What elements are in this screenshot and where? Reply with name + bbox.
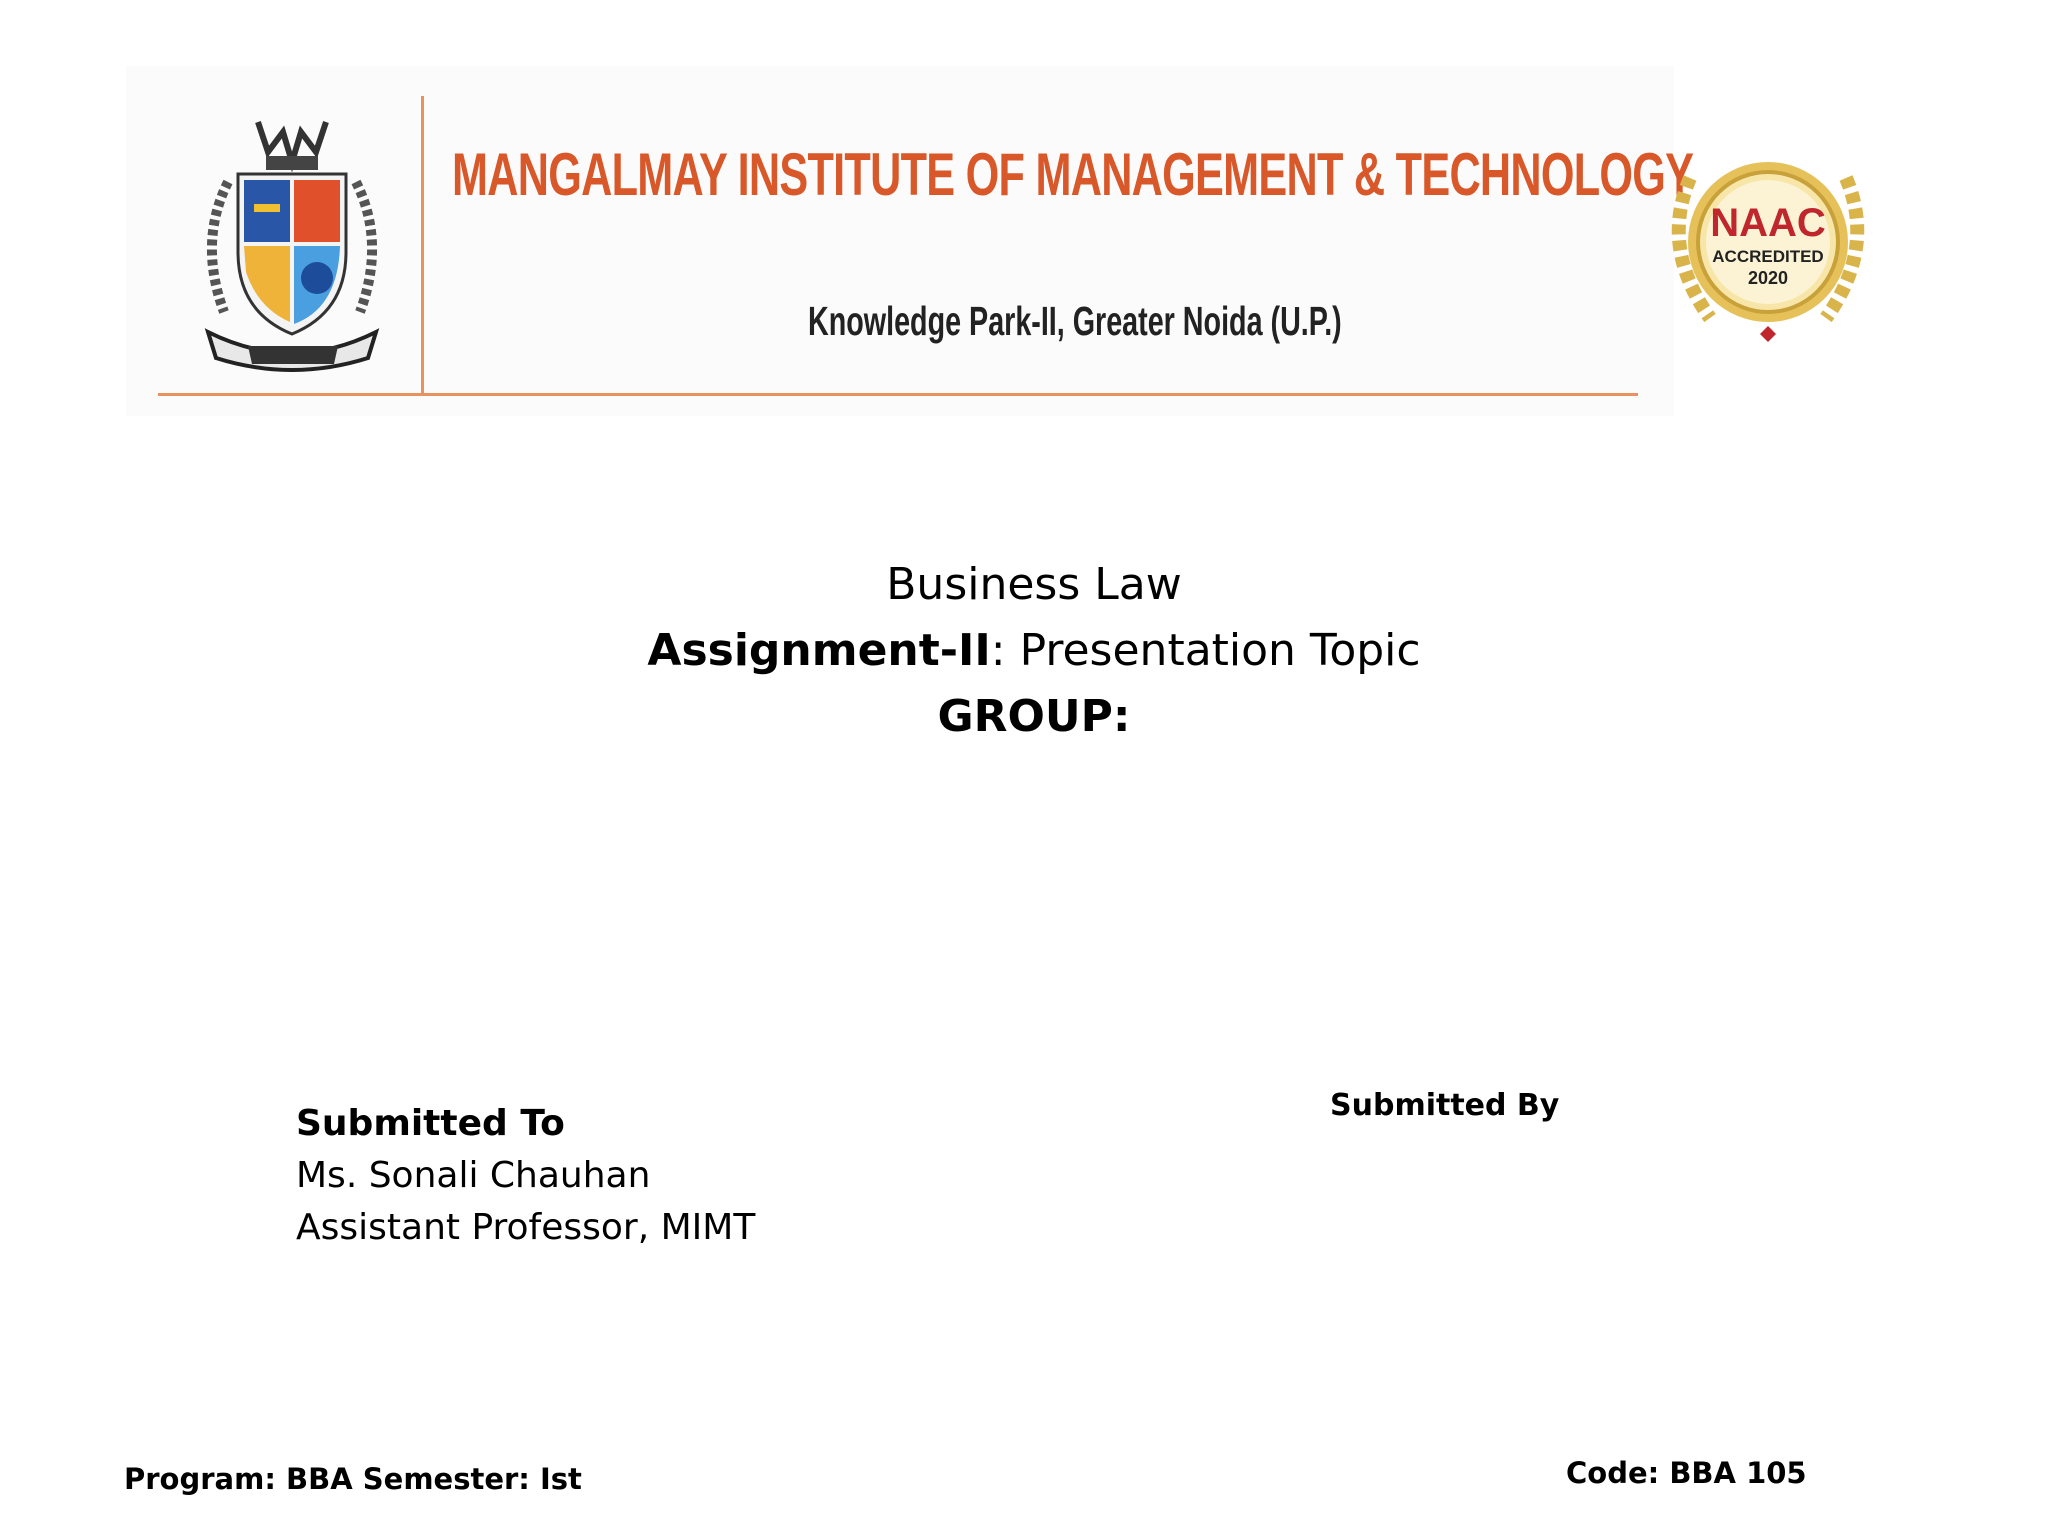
- assignment-topic: : Presentation Topic: [990, 625, 1421, 676]
- faculty-designation: Assistant Professor, MIMT: [296, 1207, 756, 1248]
- institute-name: MANGALMAY INSTITUTE OF MANAGEMENT & TECHNOLOGY: [452, 141, 1694, 208]
- program-semester: Program: BBA Semester: Ist: [124, 1462, 582, 1496]
- submitted-to-heading: Submitted To: [296, 1103, 565, 1144]
- assignment-line: [0, 618, 2048, 684]
- institute-address: Knowledge Park-II, Greater Noida (U.P.): [808, 298, 1342, 344]
- title-block: [0, 552, 2048, 750]
- svg-text:ACCREDITED: ACCREDITED: [1712, 247, 1824, 266]
- header-divider-vertical: [421, 96, 424, 396]
- faculty-name: Ms. Sonali Chauhan: [296, 1155, 651, 1196]
- subject-title: Business Law: [886, 559, 1182, 610]
- svg-text:2020: 2020: [1747, 268, 1789, 288]
- header-divider-horizontal: [158, 393, 1638, 396]
- institute-crest-logo: [188, 112, 396, 372]
- group-label: GROUP:: [937, 691, 1131, 742]
- svg-text:NAAC: NAAC: [1710, 201, 1826, 245]
- submitted-to-section: [296, 1098, 755, 1254]
- course-code: Code: BBA 105: [1566, 1456, 1807, 1490]
- naac-accredited-badge: [1660, 138, 1876, 352]
- assignment-label: Assignment-II: [647, 625, 991, 676]
- submitted-by-heading: Submitted By: [1330, 1088, 1560, 1123]
